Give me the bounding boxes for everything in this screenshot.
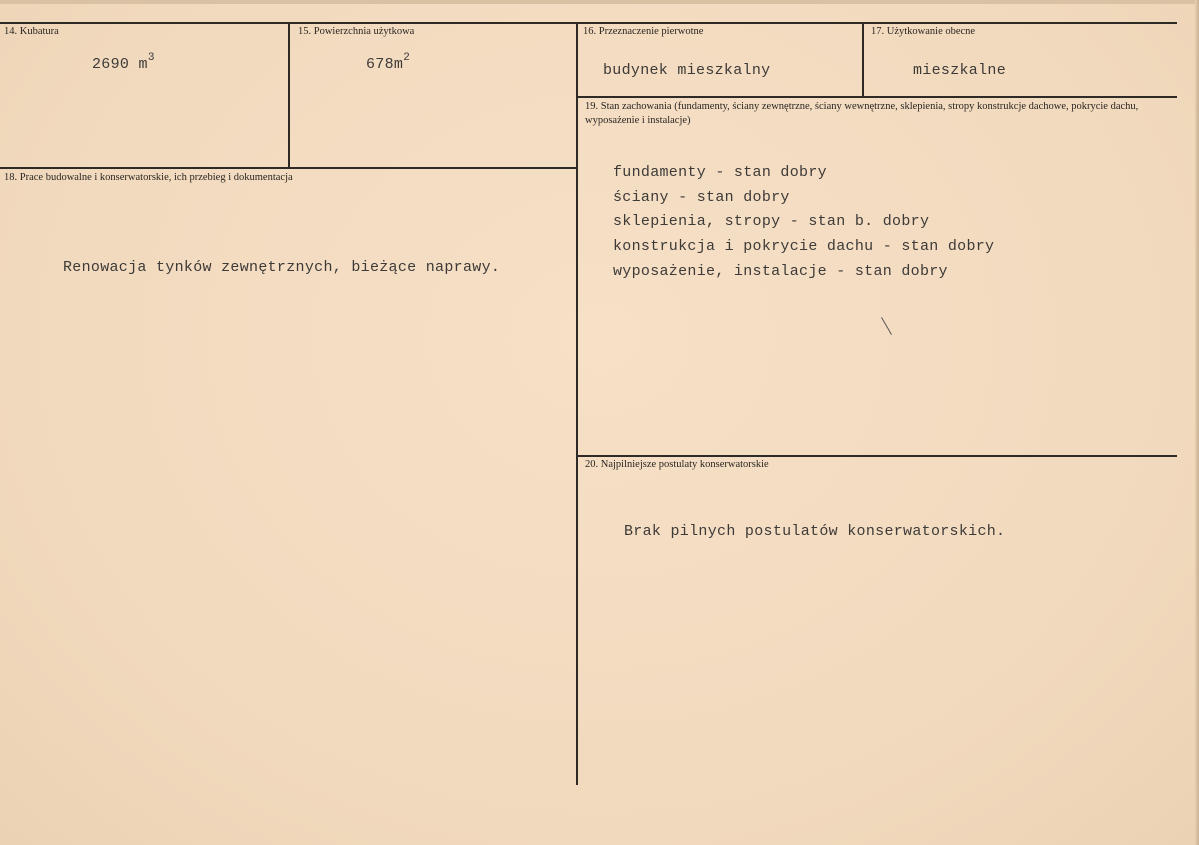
stan-line-2: ściany - stan dobry xyxy=(613,189,790,206)
przeznaczenie-label: 16. Przeznaczenie pierwotne xyxy=(583,26,704,37)
kubatura-number: 2690 m xyxy=(92,56,148,73)
divider-16-17 xyxy=(862,22,864,96)
stan-line-3: sklepienia, stropy - stan b. dobry xyxy=(613,213,930,230)
stan-line-5: wyposażenie, instalacje - stan dobry xyxy=(613,263,948,280)
postulaty-label: 20. Najpilniejsze postulaty konserwatorskie xyxy=(585,459,769,470)
right-lower-rule xyxy=(577,455,1177,457)
przeznaczenie-value: budynek mieszkalny xyxy=(603,62,771,79)
powierzchnia-label: 15. Powierzchnia użytkowa xyxy=(298,26,415,37)
card-right-edge xyxy=(1195,0,1199,845)
card-top-edge xyxy=(0,0,1199,4)
top-rule xyxy=(0,22,1177,24)
powierzchnia-number: 678m xyxy=(366,56,404,73)
stan-line-1: fundamenty - stan dobry xyxy=(613,164,827,181)
powierzchnia-value xyxy=(366,52,411,73)
kubatura-label: 14. Kubatura xyxy=(4,26,59,37)
powierzchnia-exponent: 2 xyxy=(403,52,411,64)
prace-value: Renowacja tynków zewnętrznych, bieżące naprawy. xyxy=(63,259,501,276)
prace-label: 18. Prace budowalne i konserwatorskie, ich przebieg i dokumentacja xyxy=(4,172,293,183)
postulaty-value: Brak pilnych postulatów konserwatorskich. xyxy=(624,523,1006,540)
pen-stroke-mark xyxy=(881,317,892,335)
right-upper-rule xyxy=(577,96,1177,98)
stan-label: 19. Stan zachowania (fundamenty, ściany zewnętrzne, ściany wewnętrzne, sklepienia, stropy konstrukcje dachowe, pokrycie dachu, wyposażenie i instalacje) xyxy=(585,101,1139,126)
uzytkowanie-label: 17. Użytkowanie obecne xyxy=(871,26,976,37)
kubatura-exponent: 3 xyxy=(147,52,155,64)
stan-line-4: konstrukcja i pokrycie dachu - stan dobry xyxy=(613,238,995,255)
divider-14-15 xyxy=(288,22,290,168)
kubatura-value xyxy=(92,52,155,73)
uzytkowanie-value: mieszkalne xyxy=(913,62,1007,79)
center-divider xyxy=(576,22,578,785)
